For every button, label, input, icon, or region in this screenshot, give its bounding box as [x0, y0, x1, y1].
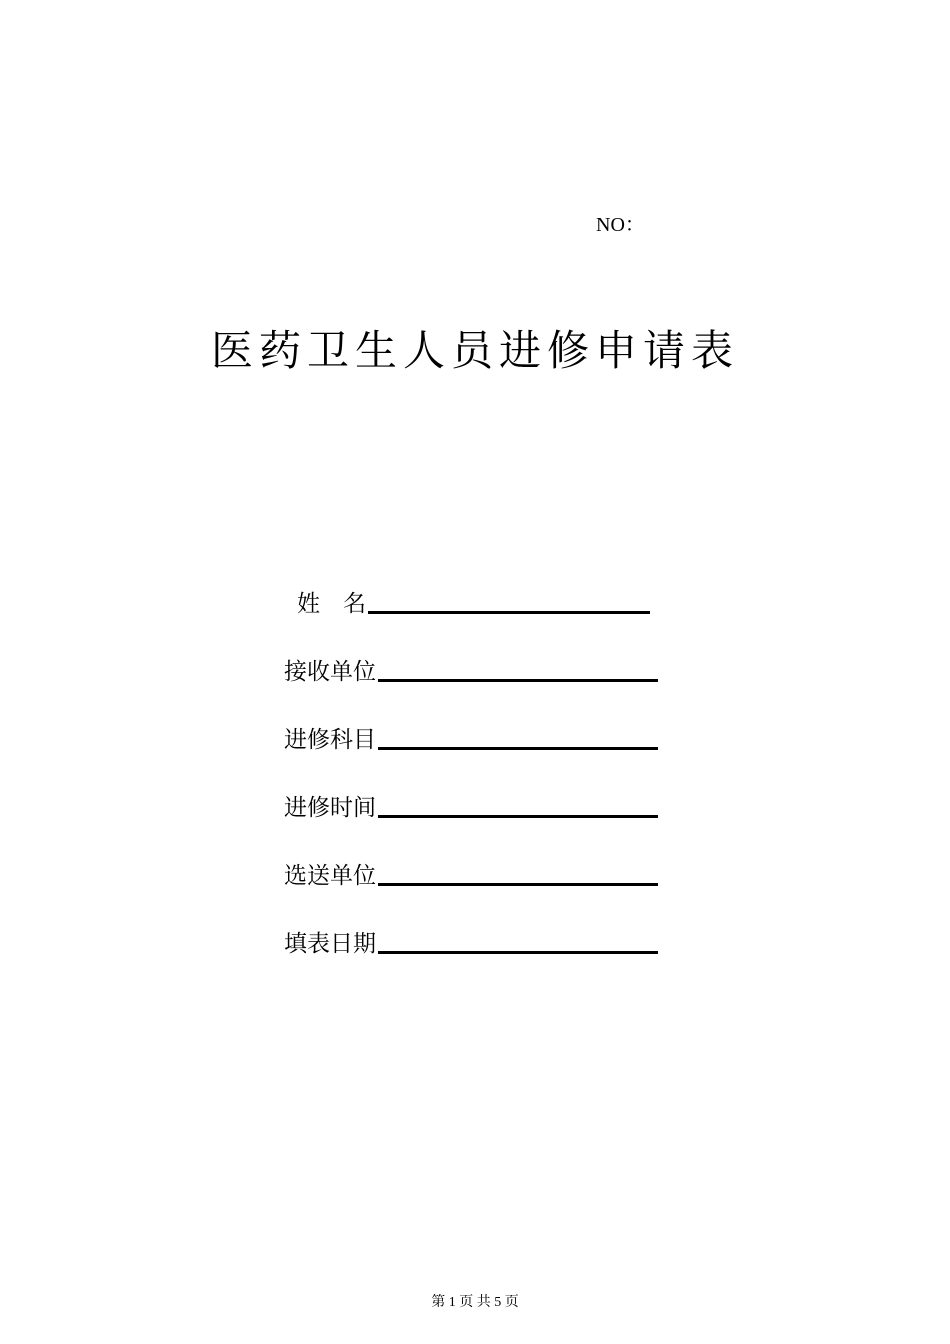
field-blank-line	[378, 815, 658, 818]
field-label: 进修时间	[284, 795, 376, 821]
field-blank-line	[368, 611, 650, 614]
form-number-label: NO：	[596, 214, 645, 236]
page-title: 医药卫生人员进修申请表	[210, 326, 739, 375]
form-fields	[284, 548, 684, 956]
field-fill-date	[284, 888, 684, 956]
field-blank-line	[378, 951, 658, 954]
field-name	[284, 548, 684, 616]
field-study-subject	[284, 684, 684, 752]
page-footer: 第 1 页 共 5 页	[431, 1295, 519, 1310]
field-blank-line	[378, 679, 658, 682]
field-blank-line	[378, 883, 658, 886]
field-sending-unit	[284, 820, 684, 888]
field-label: 姓 名	[297, 591, 366, 617]
field-receiving-unit	[284, 616, 684, 684]
field-study-period	[284, 752, 684, 820]
field-blank-line	[378, 747, 658, 750]
field-label: 进修科目	[284, 727, 376, 753]
field-label: 填表日期	[284, 931, 376, 957]
field-label: 选送单位	[284, 863, 376, 889]
field-label: 接收单位	[284, 659, 376, 685]
